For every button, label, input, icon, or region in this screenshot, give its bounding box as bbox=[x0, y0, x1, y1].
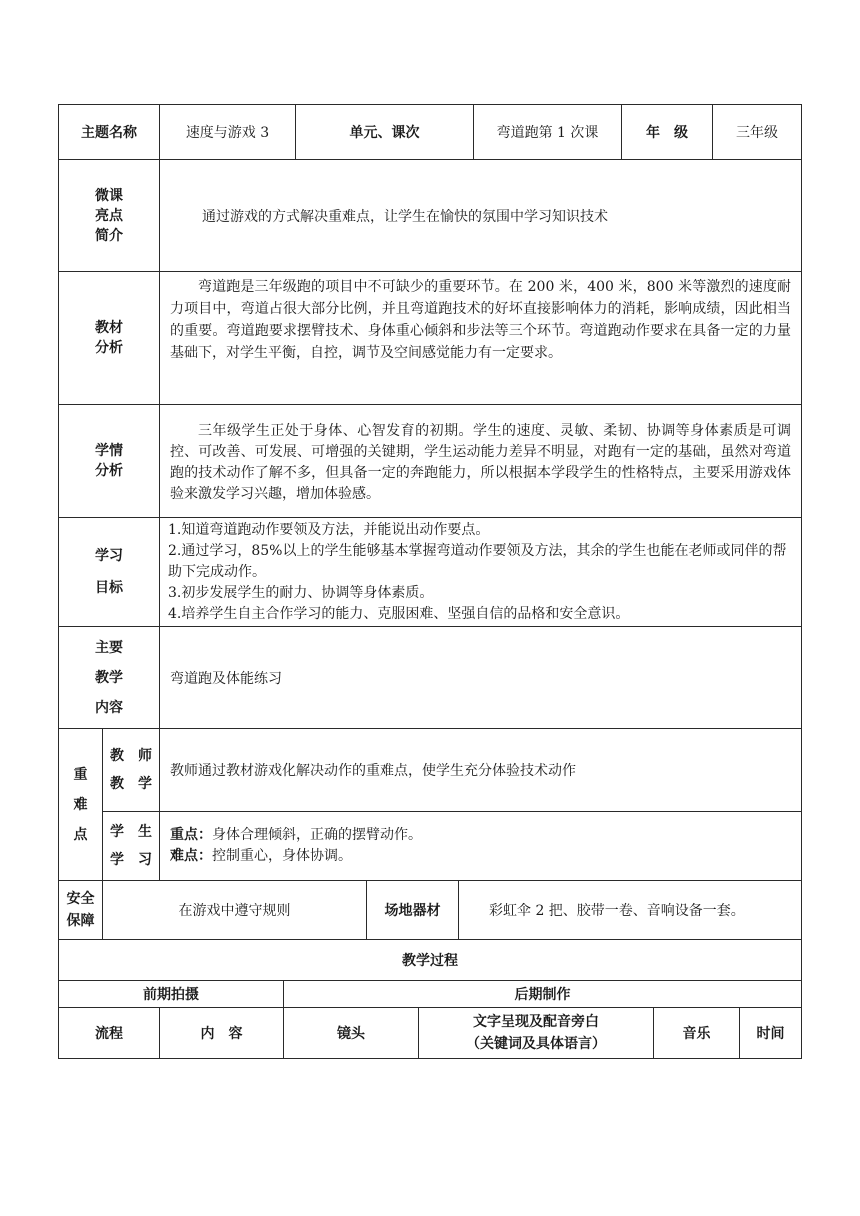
venue-label: 场地器材 bbox=[366, 880, 459, 940]
teacher-label bbox=[102, 728, 160, 812]
goal-item: 2.通过学习，85%以上的学生能够基本掌握弯道动作要领及方法，其余的学生也能在老师或同伴的帮助下完成动作。 bbox=[168, 543, 787, 580]
goal-item: 1.知道弯道跑动作要领及方法，并能说出动作要点。 bbox=[168, 522, 490, 538]
content-label bbox=[58, 626, 160, 729]
teacher-label-line: 教 学 bbox=[110, 776, 152, 792]
learner-label-line: 分析 bbox=[95, 463, 123, 479]
learner-text-cell bbox=[159, 404, 802, 518]
material-label-line: 教材 bbox=[95, 320, 123, 336]
pre-production-label: 前期拍摄 bbox=[58, 980, 284, 1008]
col-flow: 流程 bbox=[58, 1007, 160, 1059]
student-text-cell bbox=[159, 811, 802, 881]
col-text-voiceover bbox=[418, 1007, 654, 1059]
content-label-line: 内容 bbox=[95, 699, 123, 716]
content-label-line: 教学 bbox=[95, 669, 123, 686]
goals-label-line: 学习 bbox=[95, 548, 123, 564]
theme-label: 主题名称 bbox=[58, 104, 160, 160]
col-shot: 镜头 bbox=[283, 1007, 419, 1059]
student-label-line: 学 生 bbox=[110, 824, 152, 840]
learner-text: 三年级学生正处于身体、心智发育的初期。学生的速度、灵敏、柔韧、协调等身体素质是可调控、可改善、可发展、可增强的关键期，学生运动能力差异不明显，对跑有一定的基础，虽然对弯道跑的技术动作了解不多，但具备一定的奔跑能力，所以根据本学段学生的性格特点，主要采用游戏体验来激发学习兴趣，增加体验感。 bbox=[170, 423, 791, 502]
safety-label-line: 安全 bbox=[66, 891, 95, 907]
difficult-point-text: 控制重心，身体协调。 bbox=[212, 848, 352, 864]
key-point-line bbox=[170, 825, 422, 846]
difficult-point-line bbox=[170, 846, 352, 867]
safety-label-line: 保障 bbox=[66, 913, 95, 929]
unit-label: 单元、课次 bbox=[295, 104, 474, 160]
difficult-point-label: 难点： bbox=[170, 848, 212, 864]
grade-value: 三年级 bbox=[712, 104, 802, 160]
keypoints-label-line: 难 bbox=[73, 796, 88, 813]
goals-label bbox=[58, 517, 160, 627]
material-text: 弯道跑是三年级跑的项目中不可缺少的重要环节。在 200 米，400 米，800 米等激烈的速度耐力项目中，弯道占很大部分比例，并且弯道跑技术的好坏直接影响体力的消耗，影响成绩，因此相当的重要。弯道跑要求摆臂技术、身体重心倾斜和步法等三个环节。弯道跑动作要求在具备一定的力量基础下，对学生平衡，自控，调节及空间感觉能力有一定要求。 bbox=[170, 279, 791, 361]
unit-value: 弯道跑第 1 次课 bbox=[473, 104, 622, 160]
col-text-voiceover-line1: 文字呈现及配音旁白 bbox=[473, 1014, 599, 1030]
micro-label-line: 微课 bbox=[95, 187, 123, 204]
goal-item: 4.培养学生自主合作学习的能力、克服困难、坚强自信的品格和安全意识。 bbox=[168, 606, 630, 622]
keypoints-label-line: 点 bbox=[73, 826, 88, 843]
col-content: 内 容 bbox=[159, 1007, 284, 1059]
theme-value: 速度与游戏 3 bbox=[159, 104, 296, 160]
key-point-text: 身体合理倾斜，正确的摆臂动作。 bbox=[212, 827, 422, 843]
lesson-plan-table bbox=[58, 104, 802, 1059]
content-text: 弯道跑及体能练习 bbox=[159, 626, 802, 729]
safety-text: 在游戏中遵守规则 bbox=[102, 880, 367, 940]
process-title: 教学过程 bbox=[58, 939, 802, 981]
micro-label bbox=[58, 159, 160, 272]
student-label bbox=[102, 811, 160, 881]
safety-label bbox=[58, 880, 103, 940]
key-point-label: 重点： bbox=[170, 827, 212, 843]
material-text-cell bbox=[159, 271, 802, 405]
micro-label-line: 亮点 bbox=[95, 207, 123, 224]
grade-label: 年 级 bbox=[621, 104, 713, 160]
student-label-line: 学 习 bbox=[110, 852, 152, 868]
venue-text: 彩虹伞 2 把、胶带一卷、音响设备一套。 bbox=[458, 880, 802, 940]
material-label-line: 分析 bbox=[95, 340, 123, 356]
post-production-label: 后期制作 bbox=[283, 980, 802, 1008]
goal-item: 3.初步发展学生的耐力、协调等身体素质。 bbox=[168, 585, 434, 601]
micro-text: 通过游戏的方式解决重难点，让学生在愉快的氛围中学习知识技术 bbox=[159, 159, 802, 272]
keypoints-label bbox=[58, 728, 103, 881]
material-label bbox=[58, 271, 160, 405]
col-music: 音乐 bbox=[653, 1007, 740, 1059]
teacher-label-line: 教 师 bbox=[110, 748, 152, 764]
goals-list bbox=[159, 517, 802, 627]
learner-label bbox=[58, 404, 160, 518]
teacher-text: 教师通过教材游戏化解决动作的重难点，使学生充分体验技术动作 bbox=[159, 728, 802, 812]
learner-label-line: 学情 bbox=[95, 443, 123, 459]
keypoints-label-line: 重 bbox=[73, 766, 88, 783]
col-time: 时间 bbox=[739, 1007, 802, 1059]
micro-label-line: 简介 bbox=[95, 227, 123, 244]
goals-label-line: 目标 bbox=[95, 580, 123, 596]
col-text-voiceover-line2: （关键词及具体语言） bbox=[466, 1036, 606, 1052]
content-label-line: 主要 bbox=[95, 639, 123, 656]
